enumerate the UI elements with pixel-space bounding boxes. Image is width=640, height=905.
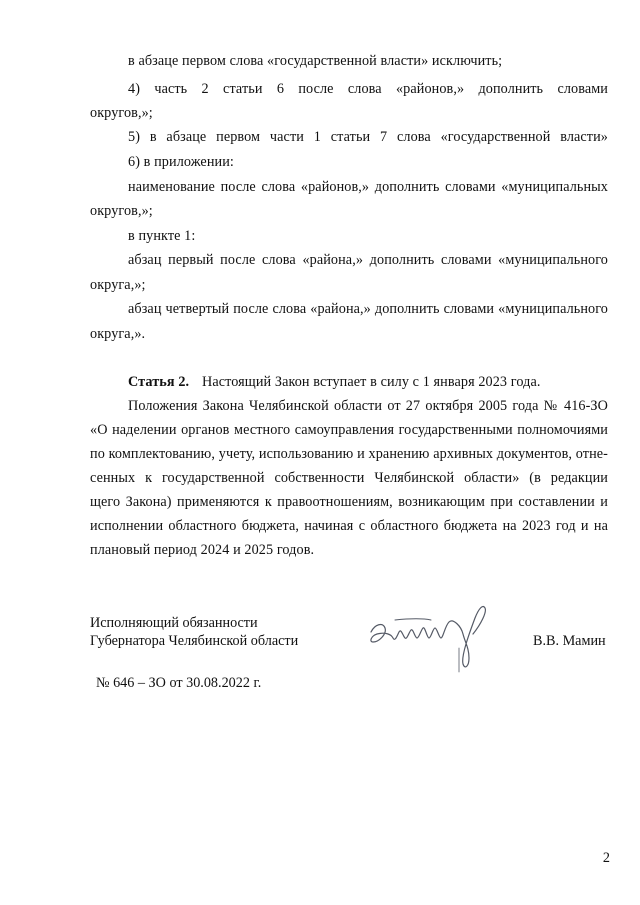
paragraph-line: округов,»;: [90, 105, 153, 121]
signatory-title-line-1: Исполняющий обязанности: [90, 615, 258, 631]
paragraph-line: округов,»;: [90, 203, 153, 219]
paragraph-line: 4) часть 2 статьи 6 после слова «районов,» дополнить словами: [128, 81, 608, 97]
law-number: № 646 – ЗО от 30.08.2022 г.: [96, 675, 262, 691]
paragraph-line: в абзаце первом слова «государственной власти» исключить;: [128, 53, 503, 69]
paragraph-line: округа,»;: [90, 277, 146, 293]
paragraph-line: 5) в абзаце первом части 1 статьи 7 слова «государственной власти»: [128, 129, 608, 145]
paragraph-line: щего Закона) применяются к правоотношениям, возникающим при составлении и: [90, 494, 608, 510]
paragraph-line: исполнении областного бюджета, начиная с областного бюджета на 2023 год и на: [90, 518, 608, 534]
paragraph-line: плановый период 2024 и 2025 годов.: [90, 542, 315, 558]
paragraph-line: наименование после слова «районов,» дополнить словами «муниципальных: [128, 179, 608, 195]
paragraph-line: 6) в приложении:: [128, 154, 234, 170]
page-number: 2: [602, 850, 610, 866]
paragraph-line: сенных к государственной собственности Челябинской области» (в редакции: [90, 470, 608, 486]
signatory-name: В.В. Мамин: [533, 633, 606, 649]
paragraph-line: абзац первый после слова «района,» дополнить словами «муниципального: [128, 252, 608, 268]
paragraph-line: округа,».: [90, 326, 146, 342]
paragraph-line: «О наделении органов местного самоуправления государственными полномочиями: [90, 422, 608, 438]
paragraph-line: в пункте 1:: [128, 228, 196, 244]
article-2-text: Настоящий Закон вступает в силу с 1 января 2023 года.: [202, 374, 541, 390]
handwritten-signature: [365, 598, 495, 673]
paragraph-line: абзац четвертый после слова «района,» дополнить словами «муниципального: [128, 301, 608, 317]
article-2-label: Статья 2.: [128, 374, 190, 390]
paragraph-line: по комплектованию, учету, использованию и хранению архивных документов, отне-: [90, 446, 608, 462]
paragraph-line: Положения Закона Челябинской области от 27 октября 2005 года № 416-ЗО: [128, 398, 608, 414]
signatory-title-line-2: Губернатора Челябинской области: [90, 633, 299, 649]
